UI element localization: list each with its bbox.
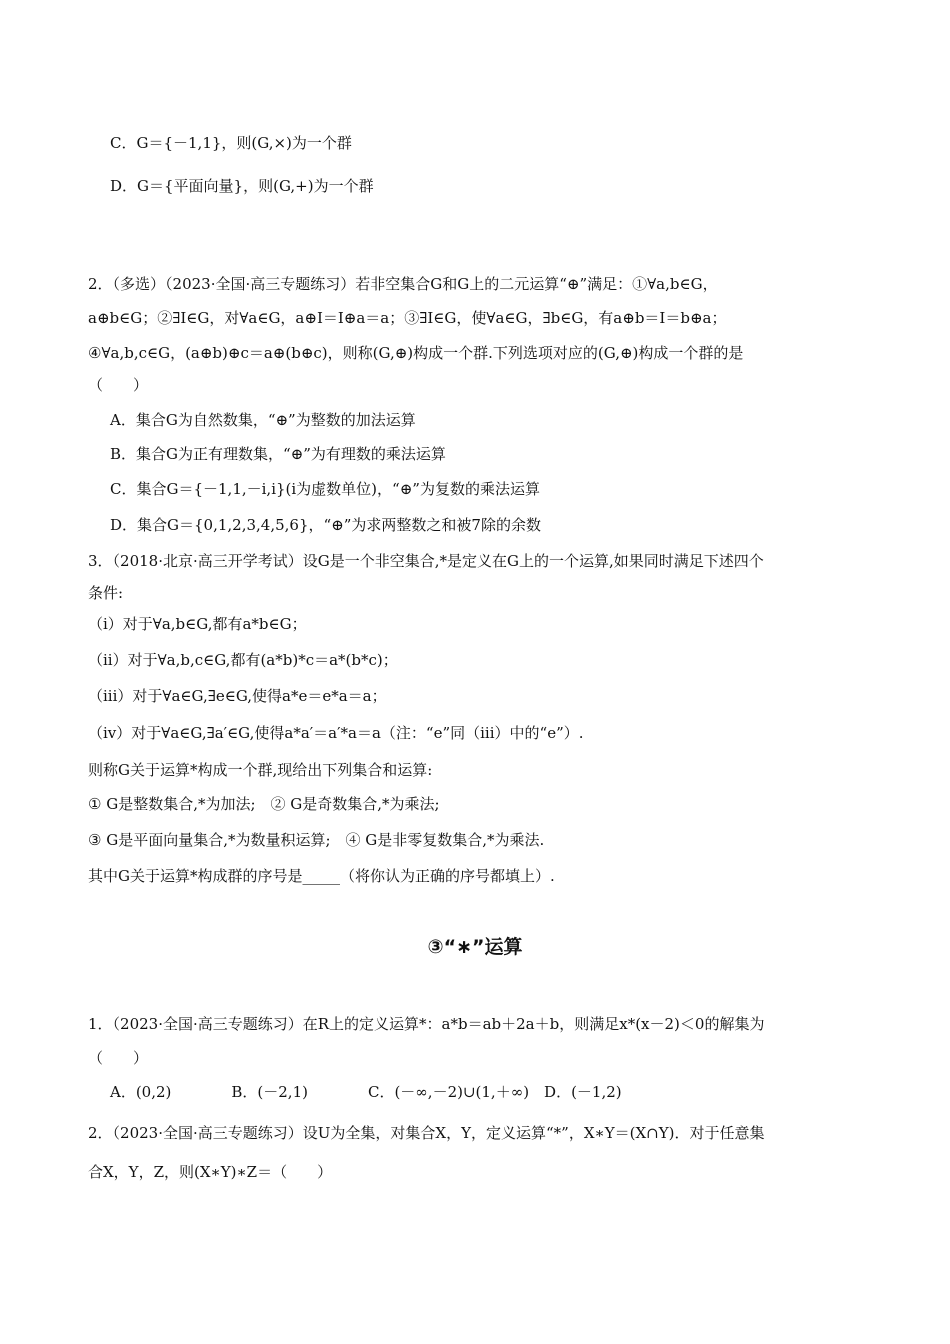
section-question-2-line-2: 合X，Y，Z，则(X∗Y)∗Z＝（ ） xyxy=(88,1163,333,1181)
section-question-2-line-1: 2．（2023·全国·高三专题练习）设U为全集，对集合X，Y，定义运算“*”，X∗Y＝(X∩Y)．对于任意集 xyxy=(88,1124,765,1142)
question-2-blank: （ ） xyxy=(88,376,149,394)
question-3-condition-iii: （iii）对于∀a∈G,∃e∈G,使得a*e＝e*a＝a； xyxy=(88,687,387,705)
option-d-line: D．G＝{平面向量}，则(G,+)为一个群 xyxy=(110,177,374,195)
question-3-line-1: 3．（2018·北京·高三开学考试）设G是一个非空集合,*是定义在G上的一个运算,如果同时满足下述四个 xyxy=(88,552,764,570)
question-2-option-c: C．集合G＝{－1,1,－i,i}(i为虚数单位)，“⊕”为复数的乘法运算 xyxy=(110,480,540,498)
question-2-line-2: a⊕b∈G；②∃I∈G，对∀a∈G，a⊕I＝I⊕a＝a；③∃I∈G，使∀a∈G，∃b∈G，有a⊕b＝I＝b⊕a； xyxy=(88,309,727,327)
question-2-line-1: 2．（多选）（2023·全国·高三专题练习）若非空集合G和G上的二元运算“⊕”满足：①∀a,b∈G， xyxy=(88,275,718,293)
question-3-condition-i: （i）对于∀a,b∈G,都有a*b∈G； xyxy=(88,615,307,633)
question-3-condition-iv: （iv）对于∀a∈G,∃a′∈G,使得a*a′＝a′*a＝a（注：“e”同（iii）中的“e”）. xyxy=(88,724,584,742)
question-2-option-a: A．集合G为自然数集，“⊕”为整数的加法运算 xyxy=(110,411,416,429)
option-c-line: C．G＝{－1,1}，则(G,×)为一个群 xyxy=(110,134,352,152)
question-3-group-def: 则称G关于运算*构成一个群,现给出下列集合和运算: xyxy=(88,761,433,779)
question-3-answer-line: 其中G关于运算*构成群的序号是_____（将你认为正确的序号都填上）. xyxy=(88,867,555,885)
section-question-1-blank: （ ） xyxy=(88,1049,149,1067)
question-3-line-2: 条件: xyxy=(88,584,124,602)
question-3-items-3-4: ③ G是平面向量集合,*为数量积运算; ④ G是非零复数集合,*为乘法. xyxy=(88,831,545,849)
section-title: ③“∗”运算 xyxy=(427,936,523,958)
question-2-option-d: D．集合G＝{0,1,2,3,4,5,6}，“⊕”为求两整数之和被7除的余数 xyxy=(110,516,541,534)
question-3-items-1-2: ① G是整数集合,*为加法; ② G是奇数集合,*为乘法; xyxy=(88,795,440,813)
section-question-1-line-1: 1．（2023·全国·高三专题练习）在R上的定义运算*：a*b＝ab＋2a＋b，则满足x*(x－2)＜0的解集为 xyxy=(88,1015,765,1033)
question-2-option-b: B．集合G为正有理数集，“⊕”为有理数的乘法运算 xyxy=(110,445,446,463)
section-question-1-options: A．(0,2) B．(－2,1) C．(－∞,－2)∪(1,＋∞) D．(－1,2) xyxy=(110,1083,622,1101)
question-2-line-3: ④∀a,b,c∈G，(a⊕b)⊕c＝a⊕(b⊕c)，则称(G,⊕)构成一个群.下列选项对应的(G,⊕)构成一个群的是 xyxy=(88,344,744,362)
question-3-condition-ii: （ii）对于∀a,b,c∈G,都有(a*b)*c＝a*(b*c)； xyxy=(88,651,398,669)
